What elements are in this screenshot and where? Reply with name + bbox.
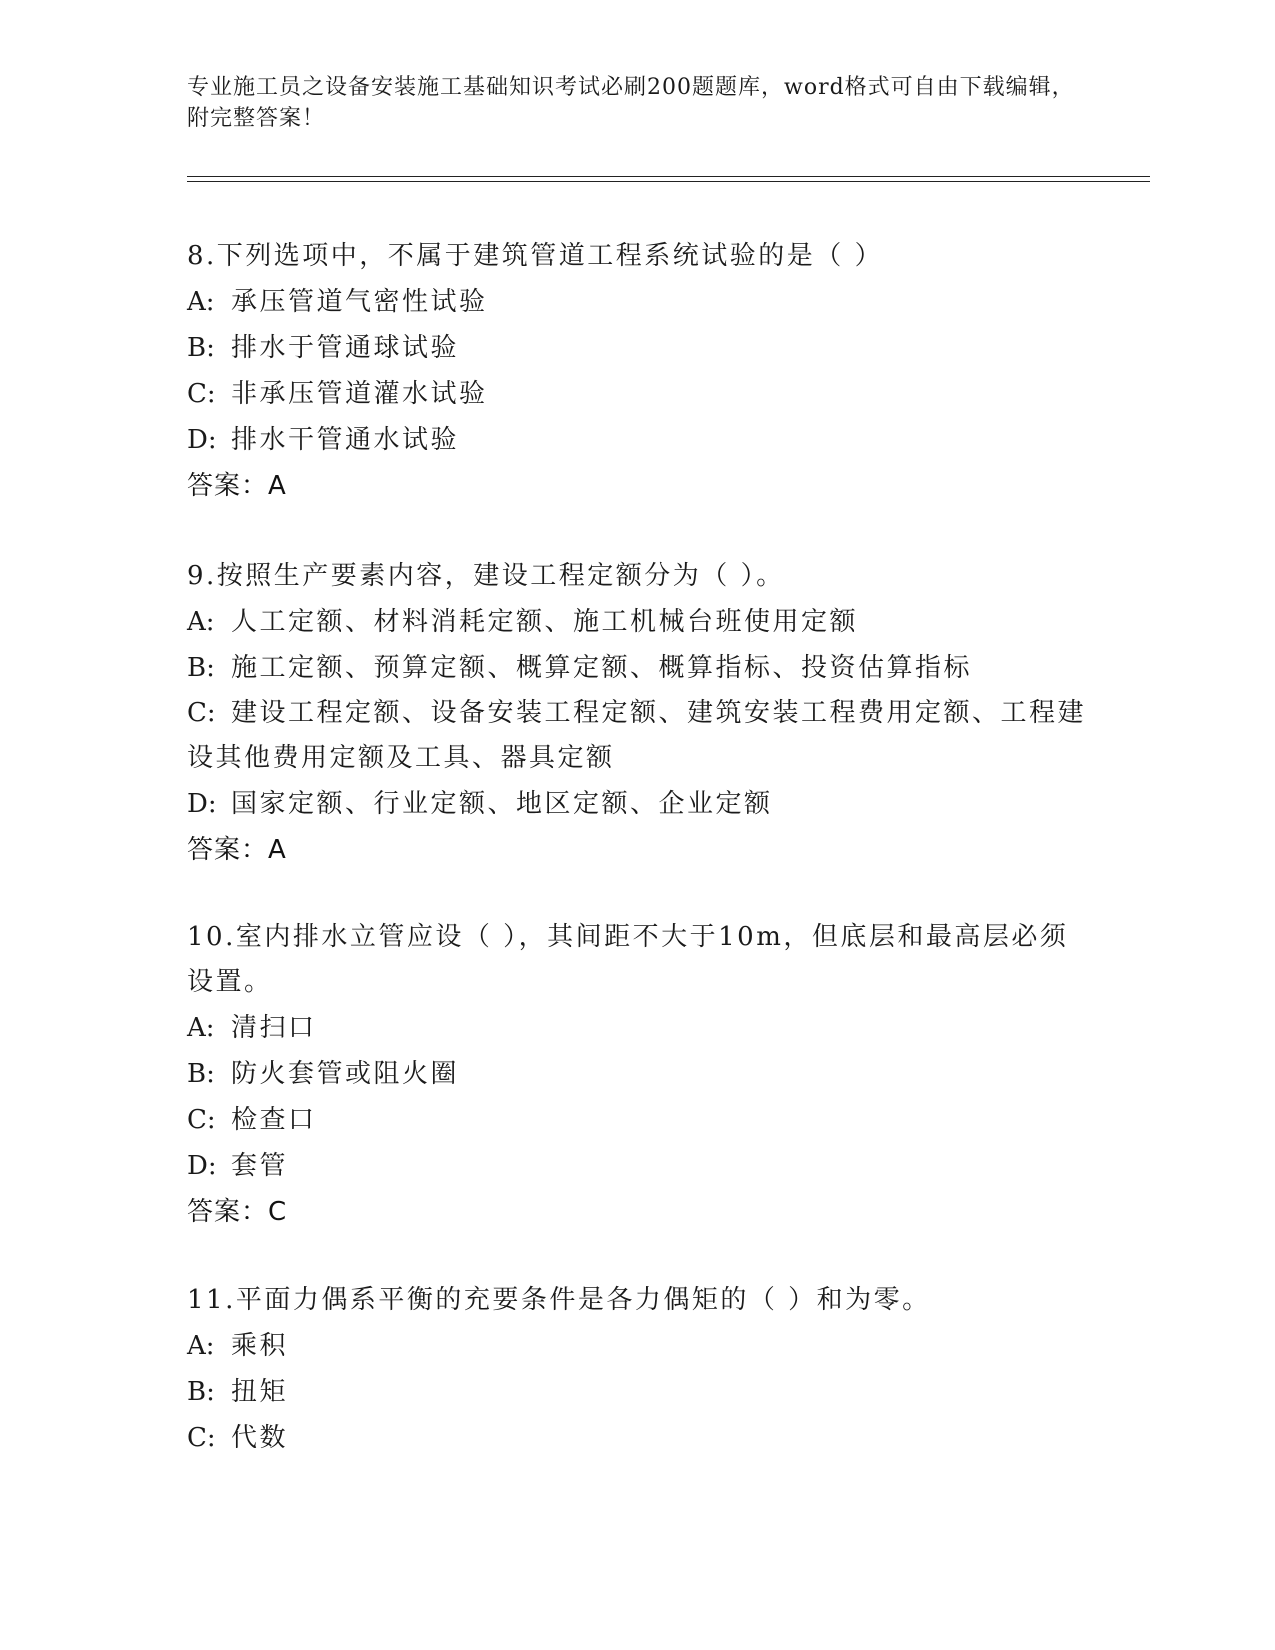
- option-text: 人工定额、材料消耗定额、施工机械台班使用定额: [231, 607, 859, 637]
- option-text: 代数: [231, 1423, 289, 1453]
- answer-line: 答案：A: [187, 471, 287, 501]
- option-text: 建设工程定额、设备安装工程定额、建筑安装工程费用定额、工程建设其他费用定额及工具、器具定额: [187, 698, 1087, 773]
- option-text: 排水干管通水试验: [231, 425, 460, 455]
- option-text: 检查口: [231, 1105, 317, 1135]
- option-text: 非承压管道灌水试验: [231, 379, 488, 409]
- answer-line: 答案：C: [187, 1197, 288, 1227]
- option-key: C:: [187, 698, 216, 728]
- option-text: 扭矩: [231, 1377, 289, 1407]
- option-text: 套管: [231, 1151, 289, 1181]
- option-c: [187, 1415, 1087, 1461]
- option-text: 施工定额、预算定额、概算定额、概算指标、投资估算指标: [231, 653, 973, 683]
- option-d: [187, 417, 1087, 463]
- option-key: D:: [187, 789, 217, 819]
- option-a: [187, 279, 1087, 325]
- option-c: [187, 1097, 1087, 1143]
- option-b: [187, 645, 1087, 691]
- option-key: A:: [187, 607, 215, 637]
- option-text: 排水于管通球试验: [231, 333, 460, 363]
- option-text: 清扫口: [231, 1013, 317, 1043]
- question-stem: 11.平面力偶系平衡的充要条件是各力偶矩的（ ）和为零。: [187, 1285, 931, 1315]
- option-key: D:: [187, 425, 217, 455]
- option-key: B:: [187, 333, 215, 363]
- option-a: [187, 1005, 1087, 1051]
- option-key: C:: [187, 379, 216, 409]
- option-text: 防火套管或阻火圈: [231, 1059, 460, 1089]
- option-key: A:: [187, 287, 215, 317]
- option-key: B:: [187, 1059, 215, 1089]
- option-d: [187, 781, 1087, 827]
- option-key: A:: [187, 1013, 215, 1043]
- option-b: [187, 1051, 1087, 1097]
- question-stem: 10.室内排水立管应设（ ），其间距不大于10m，但底层和最高层必须设置。: [187, 922, 1069, 997]
- option-text: 承压管道气密性试验: [231, 287, 488, 317]
- option-b: [187, 325, 1087, 371]
- answer-line: 答案：A: [187, 835, 287, 865]
- option-c: [187, 691, 1087, 781]
- question-block: [187, 915, 1087, 1235]
- document-header: 专业施工员之设备安装施工基础知识考试必刷200题题库，word格式可自由下载编辑，附完整答案！: [187, 75, 1075, 131]
- question-block: [187, 233, 1087, 509]
- question-stem: 9.按照生产要素内容，建设工程定额分为（ ）。: [187, 561, 785, 591]
- option-key: B:: [187, 653, 215, 683]
- header-divider-bottom: [187, 181, 1150, 182]
- option-text: 国家定额、行业定额、地区定额、企业定额: [231, 789, 773, 819]
- question-block: [187, 553, 1087, 873]
- option-text: 乘积: [231, 1331, 289, 1361]
- option-key: B:: [187, 1377, 215, 1407]
- option-key: C:: [187, 1423, 216, 1453]
- option-b: [187, 1369, 1087, 1415]
- option-key: A:: [187, 1331, 215, 1361]
- option-a: [187, 599, 1087, 645]
- option-c: [187, 371, 1087, 417]
- question-block: [187, 1277, 1087, 1461]
- question-stem: 8.下列选项中，不属于建筑管道工程系统试验的是（ ）: [187, 241, 884, 271]
- option-d: [187, 1143, 1087, 1189]
- option-key: C:: [187, 1105, 216, 1135]
- header-divider-top: [187, 176, 1150, 177]
- option-a: [187, 1323, 1087, 1369]
- option-key: D:: [187, 1151, 217, 1181]
